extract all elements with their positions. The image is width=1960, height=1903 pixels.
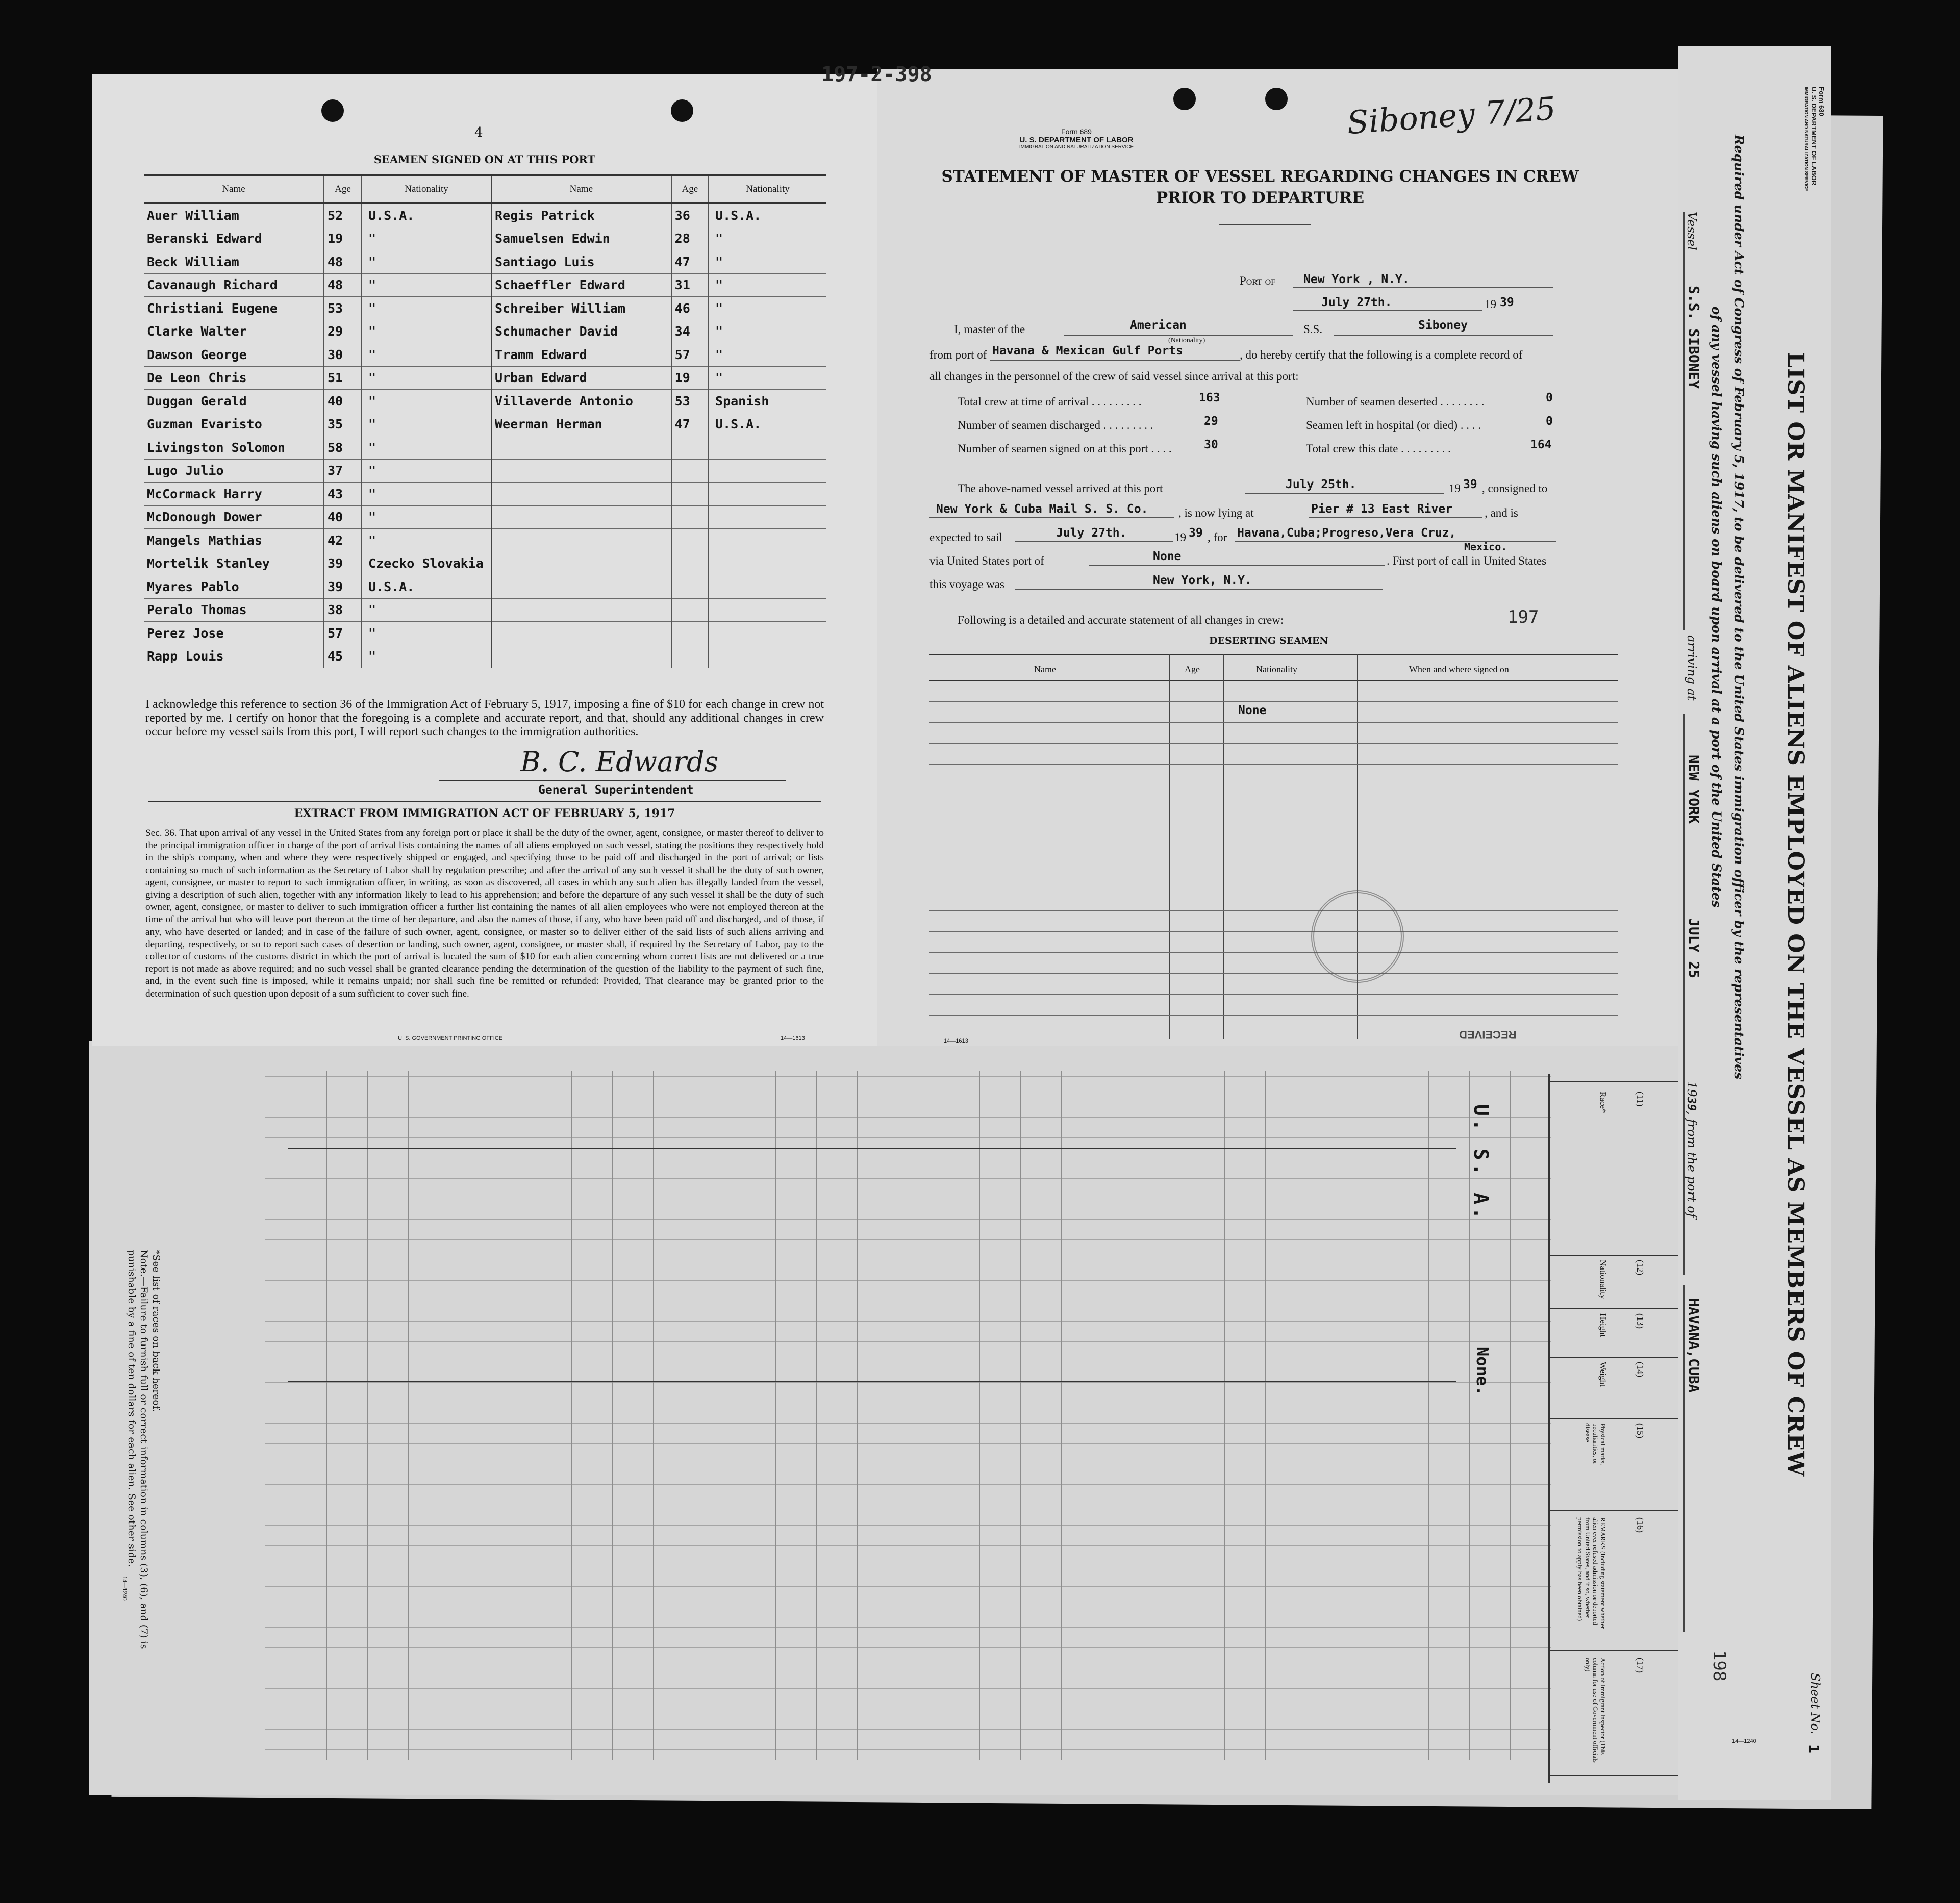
signature-title: General Superintendent (538, 783, 694, 797)
seaman-nationality: Czecko Slovakia (362, 552, 491, 575)
column-number: (11) (1635, 1092, 1645, 1107)
manifest-page-ref: 198 (1709, 1650, 1729, 1682)
voyage-label: this voyage was (929, 578, 1004, 591)
seaman-name: Peralo Thomas (144, 598, 324, 622)
date-year-prefix: 19 (1485, 298, 1496, 311)
seaman-name: Duggan Gerald (144, 390, 324, 413)
punch-hole (1265, 88, 1288, 110)
deserting-value: None (1238, 704, 1267, 717)
arriving-label: arriving at (1685, 635, 1699, 701)
extract-title: EXTRACT FROM IMMIGRATION ACT OF FEBRUARY 5, 1917 (294, 807, 675, 820)
physical-entry: None. (1473, 1347, 1492, 1396)
deserting-row-line (929, 931, 1618, 932)
seaman-nationality: " (709, 273, 826, 297)
deserting-col-age: Age (1185, 664, 1200, 674)
table-row (491, 250, 826, 274)
port-value: New York , N.Y. (1303, 273, 1410, 286)
table-row-empty (491, 459, 826, 483)
stat-label: Total crew this date . . . . . . . . . (1306, 442, 1451, 455)
deserting-row-line (929, 952, 1618, 953)
statement-title: STATEMENT OF MASTER OF VESSEL REGARDING CHANGES IN CREW (941, 167, 1579, 186)
via-value: None (1153, 550, 1182, 563)
seaman-nationality: " (362, 273, 491, 297)
column-label: Physical marks, peculiarities, or disease (1584, 1423, 1607, 1465)
seaman-age: 30 (324, 343, 362, 367)
deserting-col-nationality: Nationality (1256, 664, 1297, 674)
seaman-nationality: " (709, 343, 826, 367)
seaman-name: Myares Pablo (144, 575, 324, 599)
seaman-name: Beck William (144, 250, 324, 274)
seaman-name: Cavanaugh Richard (144, 273, 324, 297)
stat-value: 30 (1204, 438, 1218, 451)
seaman-name: Tramm Edward (491, 343, 671, 367)
table-row (144, 552, 491, 575)
form-code: 14—1613 (944, 1038, 968, 1044)
table-row-empty (491, 483, 826, 506)
seaman-age: 37 (324, 459, 362, 483)
following-label: Following is a detailed and accurate statement of all changes in crew: (958, 614, 1284, 626)
seaman-nationality: " (709, 297, 826, 320)
seaman-nationality: U.S.A. (709, 204, 826, 227)
deserting-row-line (929, 1015, 1618, 1016)
printing-office: U. S. GOVERNMENT PRINTING OFFICE (398, 1035, 503, 1042)
nationality-value: American (1130, 319, 1187, 332)
seaman-nationality: " (362, 459, 491, 483)
consignee: New York & Cuba Mail S. S. Co. (936, 502, 1148, 516)
year-label: 19 (1685, 1081, 1699, 1097)
deserting-row-line (929, 764, 1618, 765)
manifest-service: IMMIGRATION AND NATURALIZATION SERVICE (1804, 87, 1809, 191)
stat-label: Total crew at time of arrival . . . . . . . . . (958, 395, 1142, 408)
seaman-name: McCormack Harry (144, 483, 324, 506)
table-row-empty (491, 529, 826, 552)
deserting-row-line (929, 973, 1618, 974)
table-row (144, 645, 491, 668)
from-port-value: Havana & Mexican Gulf Ports (992, 344, 1183, 358)
for-label: , for (1208, 531, 1227, 544)
footnote-note: Note.—Failure to furnish full or correct information in columns (3), (6), and (7) is punishable by a fine of ten dollars for each alien. See other side. (126, 1250, 149, 1650)
deserting-row-line (929, 994, 1618, 995)
seaman-name: Urban Edward (491, 366, 671, 390)
punch-hole (321, 99, 344, 122)
vessel-label: Vessel (1685, 212, 1699, 250)
sail-year: 39 (1189, 526, 1203, 540)
form-code: 14—1240 (1732, 1738, 1756, 1744)
seaman-age: 53 (324, 297, 362, 320)
seaman-name: De Leon Chris (144, 366, 324, 390)
table-row (144, 273, 491, 297)
seaman-nationality: " (362, 297, 491, 320)
punch-hole (671, 99, 693, 122)
via-label: via United States port of (929, 554, 1044, 567)
table-row (491, 297, 826, 320)
statement-subtitle: PRIOR TO DEPARTURE (1155, 189, 1365, 207)
column-label: Race* (1598, 1092, 1608, 1113)
seaman-name: Samuelsen Edwin (491, 227, 671, 250)
form-code: 14—1613 (781, 1035, 805, 1042)
seaman-age: 36 (671, 204, 709, 227)
table-row-empty (491, 645, 826, 668)
stat-label: Number of seamen signed on at this port . . . . (958, 442, 1172, 455)
ss-label: S.S. (1303, 323, 1323, 336)
table-row (144, 204, 491, 227)
deserting-row-line (929, 743, 1618, 744)
column-number: (16) (1635, 1517, 1645, 1533)
table-row-empty (491, 436, 826, 460)
deserting-row-line (929, 701, 1618, 702)
seaman-nationality: " (709, 320, 826, 343)
seaman-name: Weerman Herman (491, 413, 671, 436)
seaman-name: McDonough Dower (144, 505, 324, 529)
seaman-nationality: " (362, 343, 491, 367)
seaman-nationality: " (362, 227, 491, 250)
seaman-age: 45 (324, 645, 362, 668)
table-row (144, 297, 491, 320)
seaman-nationality: " (362, 529, 491, 552)
seaman-age: 47 (671, 250, 709, 274)
table-row (144, 459, 491, 483)
manifest-title: LIST OR MANIFEST OF ALIENS EMPLOYED ON THE VESSEL AS MEMBERS OF CREW (1782, 352, 1808, 1477)
seaman-nationality: " (362, 366, 491, 390)
seamen-table-left (144, 174, 491, 668)
department: U. S. DEPARTMENT OF LABOR (1019, 136, 1134, 144)
manifest-form-number: Form 630 (1818, 87, 1825, 116)
seaman-nationality: U.S.A. (709, 413, 826, 436)
port-label: Port of (1240, 274, 1276, 287)
seaman-age: 40 (324, 390, 362, 413)
seaman-nationality: " (362, 622, 491, 645)
signature: B. C. Edwards (520, 746, 719, 778)
seaman-nationality: " (709, 366, 826, 390)
deserting-row-line (929, 910, 1618, 911)
page-number: 4 (474, 125, 483, 140)
seaman-age: 19 (324, 227, 362, 250)
master-of-label: I, master of the (954, 323, 1025, 336)
form-code: 14—1240 (121, 1576, 128, 1601)
column-number: (14) (1635, 1362, 1645, 1377)
certify-text-2: all changes in the personnel of the crew of said vessel since arrival at this port: (929, 370, 1299, 383)
table-row (144, 343, 491, 367)
manifest-from-port: HAVANA,CUBA (1686, 1298, 1702, 1393)
table-row-empty (491, 598, 826, 622)
service: IMMIGRATION AND NATURALIZATION SERVICE (1019, 144, 1134, 150)
arriving-value: NEW YORK (1686, 755, 1702, 824)
seaman-age: 38 (324, 598, 362, 622)
deserting-title: DESERTING SEAMEN (1209, 635, 1328, 646)
col-header-age: Age (324, 175, 362, 204)
col-header-name: Name (491, 175, 671, 204)
vessel-value: S.S. SIBONEY (1686, 286, 1702, 389)
seaman-name: Schumacher David (491, 320, 671, 343)
stat-label: Seamen left in hospital (or died) . . . . (1306, 419, 1481, 432)
seaman-age: 39 (324, 552, 362, 575)
seaman-nationality: " (362, 390, 491, 413)
expected-label: expected to sail (929, 531, 1003, 544)
page-ref: 197 (1507, 607, 1539, 627)
table-row (144, 320, 491, 343)
consigned-label: , consigned to (1482, 482, 1548, 495)
deserting-table (929, 654, 1618, 1039)
seamen-table-right (491, 174, 826, 668)
column-label: Action of Immigrant Inspector (This column for use of Government officials only) (1584, 1658, 1607, 1763)
stat-value: 0 (1546, 391, 1553, 404)
table-row (491, 227, 826, 250)
seaman-name: Mangels Mathias (144, 529, 324, 552)
seaman-nationality: " (362, 598, 491, 622)
certify-text-1: , do hereby certify that the following is a complete record of (1240, 348, 1523, 361)
table-row (144, 250, 491, 274)
arrived-value: July 25th. (1286, 478, 1356, 491)
seaman-age: 43 (324, 483, 362, 506)
ship-name: Siboney (1418, 319, 1468, 332)
column-number: (12) (1635, 1260, 1645, 1275)
form-number: Form 689 (1061, 128, 1092, 136)
seaman-nationality: Spanish (709, 390, 826, 413)
table-row (144, 436, 491, 460)
table-row (491, 320, 826, 343)
destination-2: Mexico. (1464, 541, 1507, 553)
arrived-year: 39 (1463, 478, 1477, 491)
seaman-name: Dawson George (144, 343, 324, 367)
year-value: 39 (1685, 1097, 1698, 1111)
seaman-age: 52 (324, 204, 362, 227)
seaman-name: Beranski Edward (144, 227, 324, 250)
seaman-name: Perez Jose (144, 622, 324, 645)
seaman-age: 29 (324, 320, 362, 343)
from-port-label: from port of (929, 348, 987, 361)
seaman-age: 48 (324, 273, 362, 297)
column-label: Nationality (1598, 1260, 1608, 1299)
and-is: , and is (1485, 506, 1518, 519)
column-number: (13) (1635, 1313, 1645, 1329)
column-label: Height (1598, 1313, 1608, 1337)
seaman-nationality: " (362, 320, 491, 343)
deserting-col-name: Name (1034, 664, 1056, 674)
seaman-age: 39 (324, 575, 362, 599)
table-row (491, 204, 826, 227)
sheet-value: 1 (1805, 1744, 1822, 1753)
seaman-nationality: " (709, 250, 826, 274)
stat-value: 29 (1204, 415, 1218, 428)
seaman-age: 53 (671, 390, 709, 413)
seaman-name: Mortelik Stanley (144, 552, 324, 575)
column-number: (17) (1635, 1658, 1645, 1673)
table-row (491, 366, 826, 390)
date-value: July 27th. (1321, 296, 1392, 309)
seaman-age: 35 (324, 413, 362, 436)
seaman-age: 40 (324, 505, 362, 529)
stat-value: 163 (1199, 391, 1220, 404)
top-stamp: 197-2-398 (821, 63, 932, 86)
table-row (491, 343, 826, 367)
handwritten-note: Siboney 7/25 (1345, 89, 1557, 142)
col-header-nationality: Nationality (362, 175, 491, 204)
deserting-row-line (929, 722, 1618, 723)
table-row (491, 390, 826, 413)
seaman-age: 47 (671, 413, 709, 436)
stat-value: 0 (1546, 415, 1553, 428)
date-year: 39 (1500, 296, 1514, 309)
nationality-entry: U. S. A. (1470, 1104, 1492, 1223)
table-row (144, 505, 491, 529)
stat-label: Number of seamen discharged . . . . . . . . . (958, 419, 1153, 432)
seaman-name: Villaverde Antonio (491, 390, 671, 413)
column-label: Weight (1598, 1362, 1608, 1387)
seaman-age: 31 (671, 273, 709, 297)
table-row-empty (491, 505, 826, 529)
table-row (144, 413, 491, 436)
seaman-name: Rapp Louis (144, 645, 324, 668)
seaman-nationality: " (362, 645, 491, 668)
table-row (144, 575, 491, 599)
stat-label: Number of seamen deserted . . . . . . . . (1306, 395, 1485, 408)
seaman-age: 57 (671, 343, 709, 367)
column-label: REMARKS (Including statement whether alien ever refused admission or deported from United States, and if so, whether permission to apply has been obtained) (1576, 1517, 1607, 1629)
table-row (144, 622, 491, 645)
table-row (144, 366, 491, 390)
seaman-age: 42 (324, 529, 362, 552)
manifest-subtitle: Required under Act of Congress of February 5, 1917, to be delivered to the United States immigration officer by the representatives of any vessel having such aliens on board upon arrival at a port of the United States (1709, 134, 1746, 1080)
seaman-nationality: U.S.A. (362, 204, 491, 227)
table-row (491, 273, 826, 297)
immigration-stamp (1311, 890, 1404, 983)
table-row (144, 390, 491, 413)
table-row-empty (491, 622, 826, 645)
seaman-nationality: " (362, 413, 491, 436)
seaman-nationality: " (362, 250, 491, 274)
seaman-name: Clarke Walter (144, 320, 324, 343)
from-port-label: , from the port of (1685, 1111, 1699, 1218)
seaman-age: 48 (324, 250, 362, 274)
table-row (491, 413, 826, 436)
manifest-department: U. S. DEPARTMENT OF LABOR (1810, 87, 1818, 186)
seaman-nationality: " (709, 227, 826, 250)
seaman-nationality: U.S.A. (362, 575, 491, 599)
deserting-col-when: When and where signed on (1409, 664, 1509, 674)
arrival-date: JULY 25 (1686, 918, 1702, 979)
voyage-value: New York, N.Y. (1153, 574, 1252, 587)
table-row (144, 598, 491, 622)
acknowledgement-text: I acknowledge this reference to section 36 of the Immigration Act of February 5, 1917, imposing a fine of $10 for each change in crew not reported by me. I certify on honor that the foregoing is a complete and accurate report, and that, should any additional changes in crew occur before my vessel sails from this port, I will report such changes to the immigration authorities. (145, 698, 824, 739)
section-title: SEAMEN SIGNED ON AT THIS PORT (373, 153, 596, 166)
seaman-age: 46 (671, 297, 709, 320)
col-header-nationality: Nationality (709, 175, 826, 204)
seaman-name: Christiani Eugene (144, 297, 324, 320)
seaman-name: Livingston Solomon (144, 436, 324, 460)
col-header-name: Name (144, 175, 324, 204)
seaman-name: Regis Patrick (491, 204, 671, 227)
seaman-name: Schreiber William (491, 297, 671, 320)
punch-hole (1173, 88, 1196, 110)
seaman-nationality: " (362, 436, 491, 460)
destination: Havana,Cuba;Progreso,Vera Cruz, (1237, 526, 1456, 540)
seaman-name: Lugo Julio (144, 459, 324, 483)
table-row-empty (491, 552, 826, 575)
seaman-age: 57 (324, 622, 362, 645)
seaman-name: Auer William (144, 204, 324, 227)
seaman-nationality: " (362, 483, 491, 506)
pier: Pier # 13 East River (1311, 502, 1452, 516)
seaman-age: 19 (671, 366, 709, 390)
received-stamp: RECEIVED (1459, 1028, 1517, 1041)
column-number: (15) (1635, 1423, 1645, 1438)
first-port-label: . First port of call in United States (1387, 554, 1547, 567)
nationality-caption: (Nationality) (1168, 337, 1205, 344)
lying-label: , is now lying at (1178, 506, 1254, 519)
seaman-name: Guzman Evaristo (144, 413, 324, 436)
extract-text: Sec. 36. That upon arrival of any vessel in the United States from any foreign port or place it shall be the duty of the owner, agent, consignee, or master thereof to deliver to the principal immigration officer in charge of the port of arrival lists containing the names of all aliens employed on such vessel, stating the positions they respectively hold in the ship's company, when and where they were respectively shipped or engaged, and specifying those to be paid off and discharged in the port of arrival; or lists containing so much of such information as the Secretary of Labor shall by regulation prescribe; and after the arrival of any such vessel it shall be the duty of such owner, agent, consignee, or master to report to such immigration officer, in writing, as soon as discovered, all cases in which any such alien has illegally landed from the vessel, giving a description of such alien, together with any information likely to lead to his apprehension; and before the departure of any such vessel it shall be the duty of such owner, agent, consignee, or master to deliver to such immigration officer a further list containing the names of all alien employees who were not employed thereon at the time of the arrival but who will leave port thereon at the time of her departure, and also the names of those, if any, who have been paid off and discharged, and of those, if any, who have deserted or landed; and in case of the failure of such owner, agent, consignee, or master so to deliver either of the said lists of such aliens arriving and departing, respectively, or so to report such cases of desertion or landing, such owner, agent, consignee, or master shall, if required by the Secretary of Labor, pay to the collector of customs of the customs district in which the port of arrival is located the sum of $10 for each alien concerning whom correct lists are not delivered or a true report is not made as above required; and no such vessel shall be granted clearance pending the determination of the question of the liability to the payment of such fine, and, in the event such fine is imposed, while it remains unpaid; nor shall such fine be remitted or refunded: Provided, That clearance may be granted prior to the determination of such question upon deposit of a sum sufficient to cover such fine. (145, 828, 824, 999)
col-header-age: Age (671, 175, 709, 204)
seaman-age: 58 (324, 436, 362, 460)
sheet-label: Sheet No. (1808, 1673, 1822, 1735)
table-row (144, 227, 491, 250)
arrived-label: The above-named vessel arrived at this port (958, 482, 1163, 495)
seaman-age: 28 (671, 227, 709, 250)
table-row-empty (491, 575, 826, 599)
seaman-name: Schaeffler Edward (491, 273, 671, 297)
sail-date: July 27th. (1056, 526, 1127, 540)
table-row (144, 529, 491, 552)
stat-value: 164 (1530, 438, 1552, 451)
seaman-age: 51 (324, 366, 362, 390)
seaman-name: Santiago Luis (491, 250, 671, 274)
footnote-races: *See list of races on back hereof. (150, 1250, 162, 1412)
seaman-nationality: " (362, 505, 491, 529)
seaman-age: 34 (671, 320, 709, 343)
table-row (144, 483, 491, 506)
